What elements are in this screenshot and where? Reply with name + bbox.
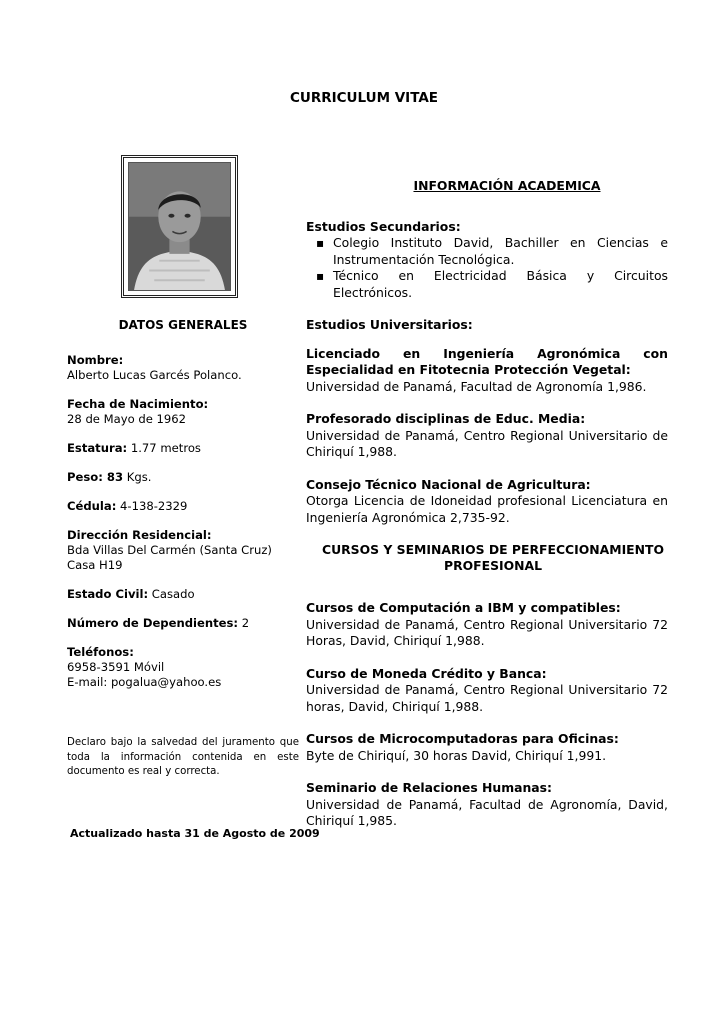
course-text: Universidad de Panamá, Centro Regional Universitario 72 Horas, David, Chiriquí 1,988.: [306, 616, 668, 648]
course-title: Seminario de Relaciones Humanas:: [306, 780, 552, 795]
general-data-section: [67, 318, 299, 704]
name-field: [67, 353, 299, 383]
name-value: Alberto Lucas Garcés Polanco.: [67, 368, 242, 382]
dependents-value: 2: [238, 616, 250, 630]
university-title: Estudios Universitarios:: [306, 317, 473, 332]
degree-title: Licenciado en Ingeniería Agronómica con Especialidad en Fitotecnia Protección Vegetal:: [306, 345, 668, 377]
phone-value: 6958-3591 Móvil: [67, 660, 165, 674]
portrait-icon: [129, 163, 230, 290]
course-entry: [306, 780, 668, 830]
course-text: Universidad de Panamá, Facultad de Agronomía, David, Chiriquí 1,985.: [306, 796, 668, 828]
phones-field: [67, 645, 299, 690]
degree-text: Otorga Licencia de Idoneidad profesional Licenciatura en Ingeniería Agronómica 2,735-92.: [306, 493, 668, 525]
course-entry: [306, 666, 668, 716]
address-line1: Bda Villas Del Carmén (Santa Cruz): [67, 543, 272, 557]
weight-label: Peso:: [67, 470, 103, 484]
dependents-label: Número de Dependientes:: [67, 616, 239, 630]
degree-text: Universidad de Panamá, Centro Regional Universitario de Chiriquí 1,988.: [306, 427, 668, 459]
course-entry: [306, 600, 668, 650]
email-value: E-mail: pogalua@yahoo.es: [67, 675, 222, 689]
height-label: Estatura:: [67, 441, 128, 455]
id-field: [67, 499, 299, 514]
degree-entry: [306, 477, 668, 527]
degree-title: Consejo Técnico Nacional de Agricultura:: [306, 476, 591, 492]
course-entry: [306, 731, 668, 764]
list-item: ▪ Colegio Instituto David, Bachiller en Ciencias e Instrumentación Tecnológica.: [306, 235, 668, 268]
civil-status-label: Estado Civil:: [67, 587, 149, 601]
course-text: Universidad de Panamá, Centro Regional Universitario 72 horas, David, Chiriquí 1,988.: [306, 682, 668, 714]
course-title: Curso de Moneda Crédito y Banca:: [306, 665, 547, 681]
address-line2: Casa H19: [67, 558, 123, 572]
list-item: ▪ Técnico en Electricidad Básica y Circuitos Electrónicos.: [306, 268, 668, 301]
portrait-image: [128, 162, 231, 291]
phones-label: Teléfonos:: [67, 645, 134, 659]
course-title: Cursos de Microcomputadoras para Oficinas:: [306, 731, 619, 746]
weight-number: 83: [102, 470, 124, 484]
id-value: 4-138-2329: [116, 499, 188, 513]
address-field: [67, 528, 299, 573]
degree-text: Universidad de Panamá, Facultad de Agronomía 1,986.: [306, 378, 647, 394]
secondary-title: Estudios Secundarios:: [306, 218, 461, 234]
height-value: 1.77 metros: [127, 441, 201, 455]
birth-label: Fecha de Nacimiento:: [67, 397, 209, 411]
weight-unit: Kgs.: [123, 470, 152, 484]
secondary-list: [306, 235, 668, 301]
name-label: Nombre:: [67, 353, 124, 367]
academic-section: [306, 178, 668, 846]
document-title: CURRICULUM VITAE: [289, 90, 439, 106]
general-data-heading: DATOS GENERALES: [118, 318, 248, 332]
birth-field: [67, 397, 299, 427]
birth-value: 28 de Mayo de 1962: [67, 412, 187, 426]
degree-title: Profesorado disciplinas de Educ. Media:: [306, 411, 586, 426]
address-label: Dirección Residencial:: [67, 528, 212, 542]
academic-heading: INFORMACIÓN ACADEMICA: [413, 178, 601, 193]
updated-date: Actualizado hasta 31 de Agosto de 2009: [70, 827, 320, 840]
civil-status-value: Casado: [148, 587, 195, 601]
degree-entry: [306, 346, 668, 396]
course-text: Byte de Chiriquí, 30 horas David, Chiriquí 1,991.: [306, 747, 607, 763]
course-title: Cursos de Computación a IBM y compatibles:: [306, 600, 621, 615]
civil-status-field: [67, 587, 299, 602]
dependents-field: [67, 616, 299, 631]
height-field: [67, 441, 299, 456]
declaration-text: Declaro bajo la salvedad del juramento que toda la información contenida en este documento es real y correcta.: [67, 737, 299, 777]
courses-heading: CURSOS Y SEMINARIOS DE PERFECCIONAMIENTO PROFESIONAL: [321, 542, 664, 573]
profile-photo: [121, 155, 238, 298]
id-label: Cédula:: [67, 499, 117, 513]
weight-field: [67, 470, 299, 485]
secondary-studies: [306, 219, 668, 302]
degree-entry: [306, 411, 668, 461]
